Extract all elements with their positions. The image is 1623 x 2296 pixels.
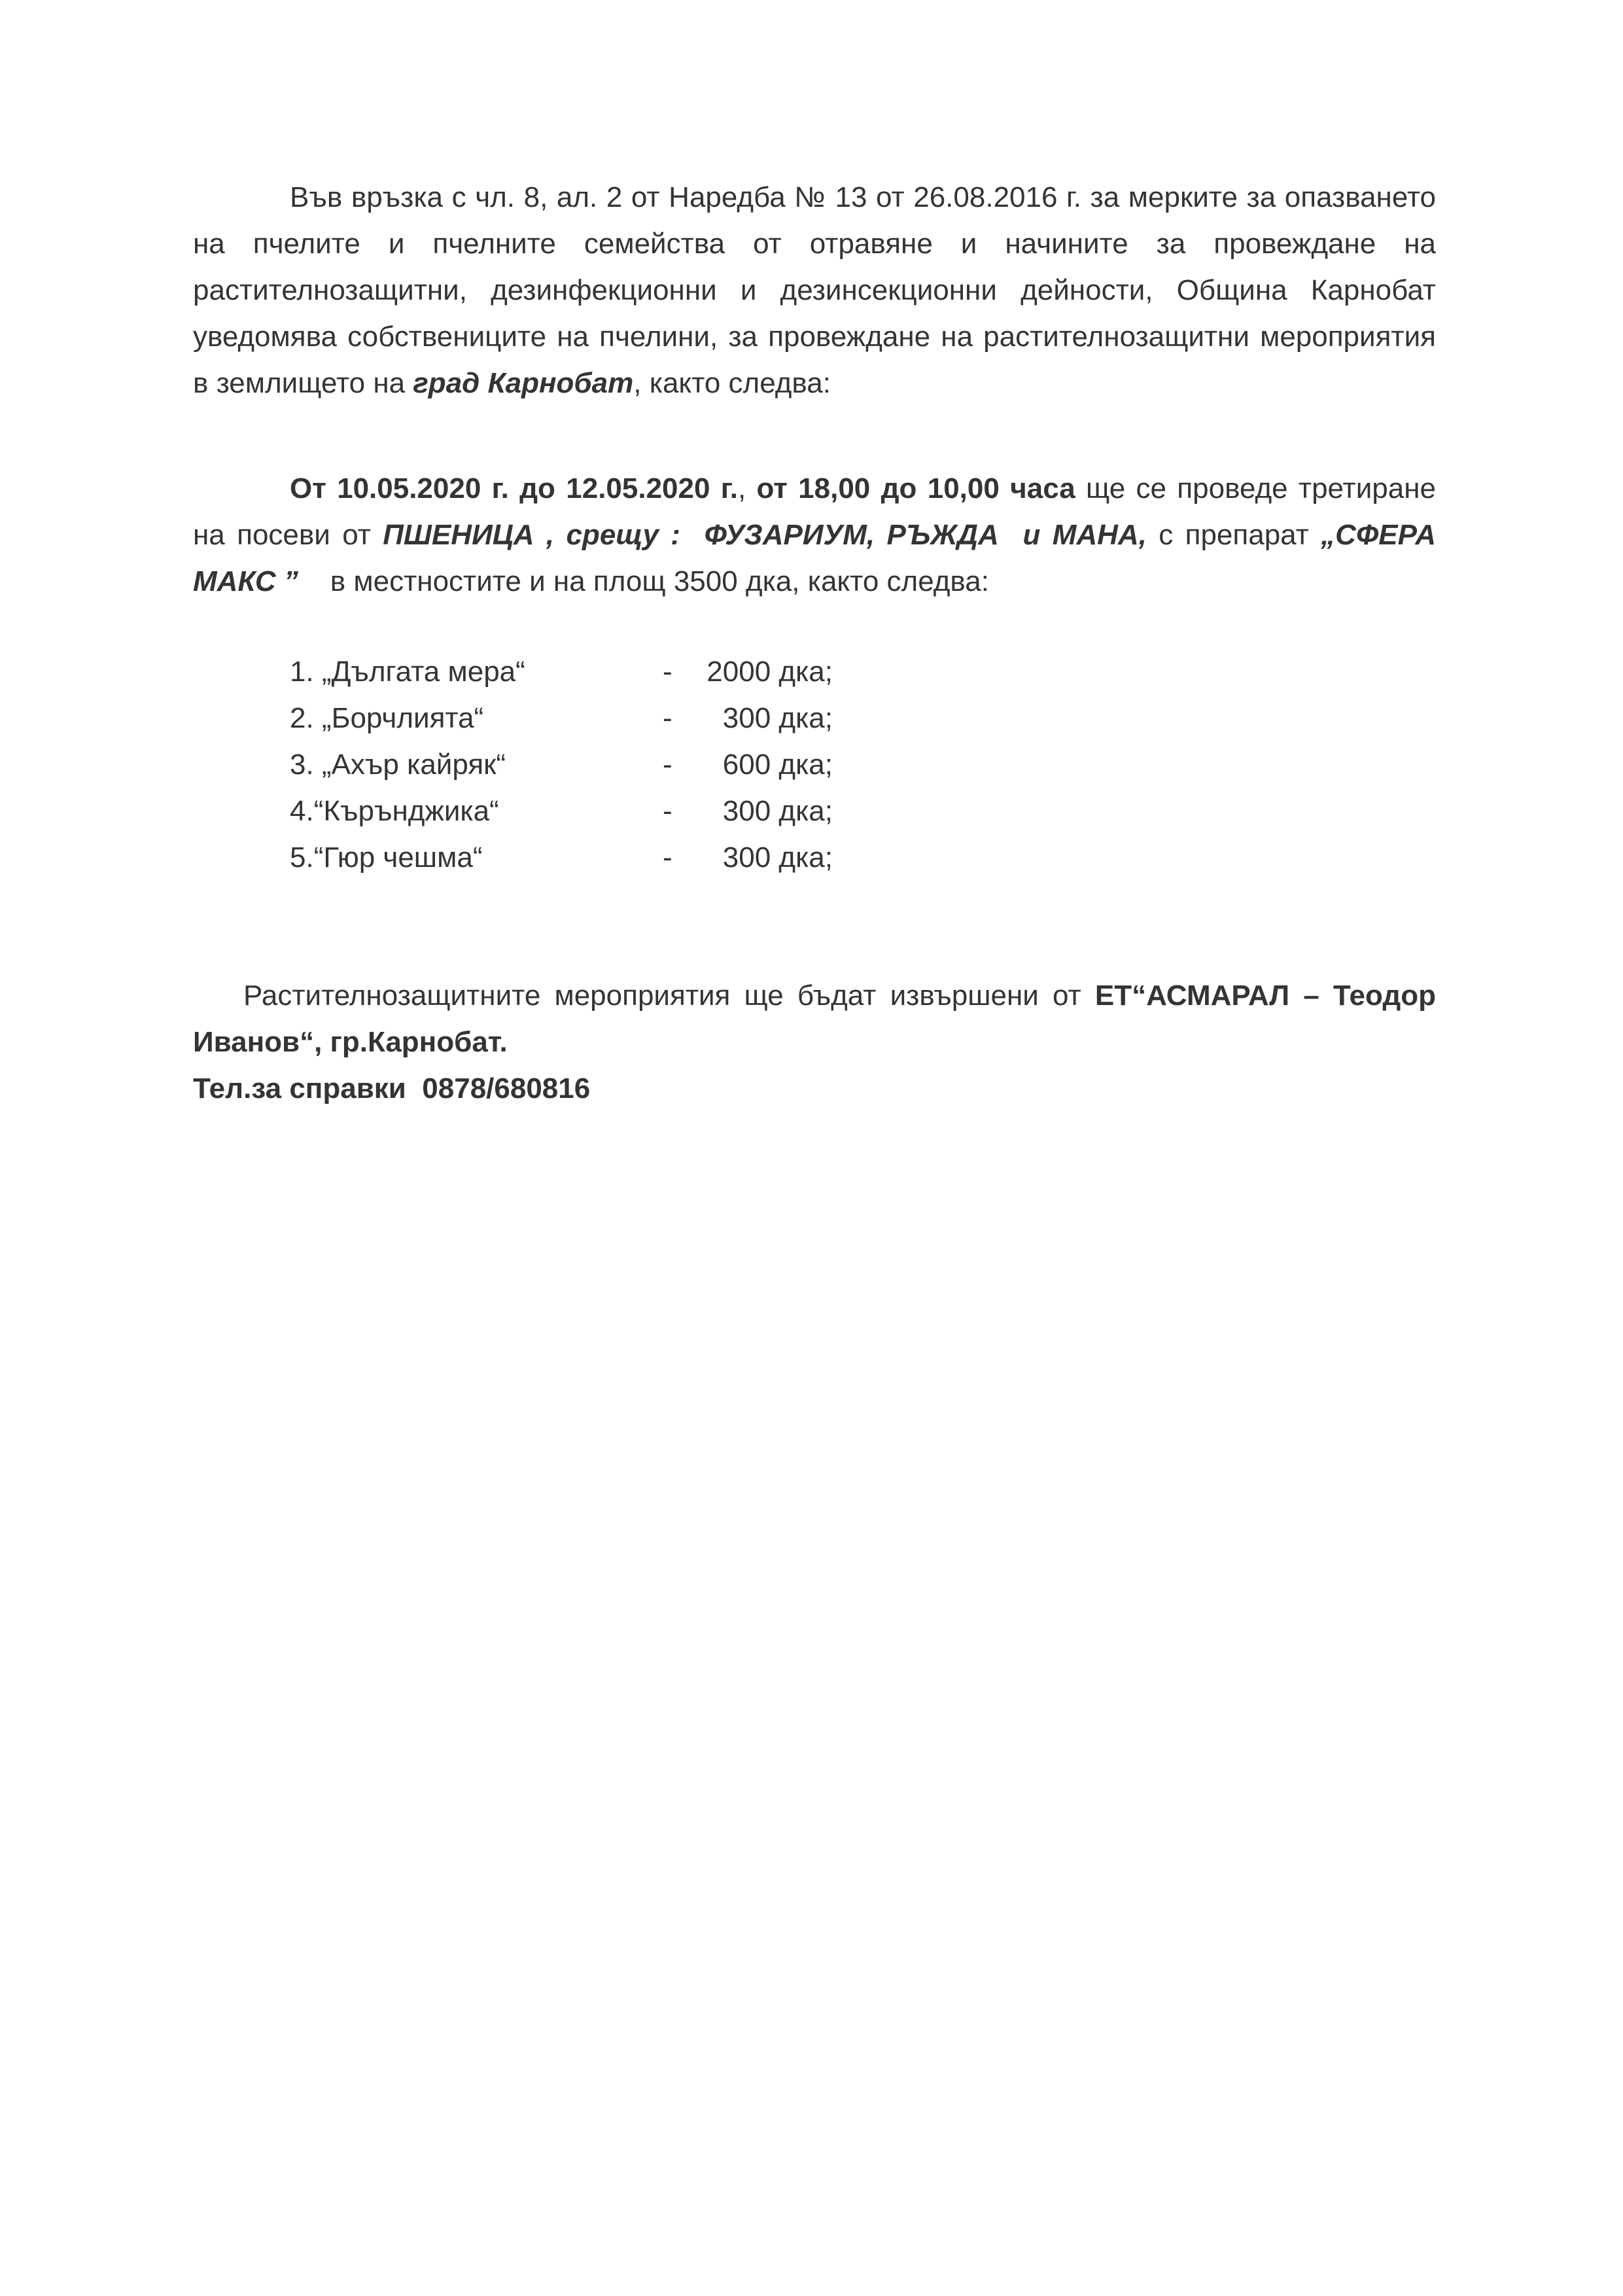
text-run: на пчелите и пчелните семейства от отравяне и начините за провеждане на [193, 228, 1436, 260]
paragraph-legal-basis [193, 174, 1436, 406]
text-run: в землището на [193, 367, 413, 399]
list-item [290, 788, 1436, 834]
paragraph-treatment-details [193, 465, 1436, 605]
text-run: на посеви от [193, 519, 383, 551]
text-run: Във връзка с чл. 8, ал. 2 от Наредба № 13 от 26.08.2016 г. за мерките за опазването [290, 181, 1436, 213]
paragraph-line [193, 558, 1436, 605]
town-name-emphasis: град Карнобат [413, 367, 634, 399]
list-item-area: 300 дка; [722, 795, 833, 827]
paragraph-line [193, 267, 1436, 313]
text-run: в местностите и на площ 3500 дка, както следва: [298, 565, 989, 597]
paragraph-contractor [193, 972, 1436, 1112]
paragraph-line [193, 972, 1436, 1019]
locality-list [290, 648, 1436, 881]
list-item-name: 1. „Дългата мера“ [290, 656, 525, 688]
paragraph-line [193, 1019, 1436, 1065]
text-run: , както следва: [633, 367, 831, 399]
list-item [290, 834, 1436, 881]
list-item-area: 300 дка; [722, 702, 833, 734]
text-run: растителнозащитни, дезинфекционни и дезинсекционни дейности, Община Карнобат [193, 274, 1436, 306]
phone-number: Тел.за справки 0878/680816 [193, 1072, 591, 1104]
preparation-name-emphasis: МАКС ” [193, 565, 298, 597]
crop-and-diseases-emphasis: ПШЕНИЦА , срещу : ФУЗАРИУМ, РЪЖДА и МАНА, [383, 519, 1147, 551]
list-item-area: 2000 дка; [707, 656, 833, 688]
list-item-area: 300 дка; [722, 841, 833, 874]
paragraph-line [193, 221, 1436, 267]
list-item-name: 5.“Гюр чешма“ [290, 841, 483, 874]
text-run: , [737, 472, 757, 504]
contractor-name: Иванов“, гр.Карнобат. [193, 1026, 508, 1058]
contractor-name: ЕТ“АСМАРАЛ – Теодор [1094, 980, 1436, 1012]
list-item-dash: - [663, 656, 672, 688]
phone-line [193, 1065, 1436, 1112]
text-run: уведомява собствениците на пчелини, за провеждане на растителнозащитни мероприятия [193, 321, 1436, 353]
list-item [290, 741, 1436, 788]
list-item [290, 648, 1436, 695]
treatment-dates: От 10.05.2020 г. до 12.05.2020 г. [290, 472, 738, 504]
list-item-dash: - [663, 702, 672, 734]
list-item-name: 4.“Кърънджика“ [290, 795, 499, 827]
list-item [290, 695, 1436, 741]
text-run: с препарат [1146, 519, 1321, 551]
text-run: Растителнозащитните мероприятия ще бъдат извършени от [243, 980, 1095, 1012]
paragraph-line [193, 174, 1436, 221]
treatment-hours: от 18,00 до 10,00 часа [756, 472, 1075, 504]
text-run: ще се проведе третиране [1075, 472, 1437, 504]
paragraph-line [193, 465, 1436, 512]
paragraph-line [193, 313, 1436, 360]
list-item-name: 3. „Ахър кайряк“ [290, 749, 506, 781]
list-item-dash: - [663, 841, 672, 874]
list-item-dash: - [663, 795, 672, 827]
preparation-name-emphasis: „СФЕРА [1321, 519, 1436, 551]
list-item-area: 600 дка; [722, 749, 833, 781]
paragraph-line [193, 360, 1436, 406]
list-item-dash: - [663, 749, 672, 781]
list-item-name: 2. „Борчлията“ [290, 702, 484, 734]
paragraph-line [193, 512, 1436, 558]
